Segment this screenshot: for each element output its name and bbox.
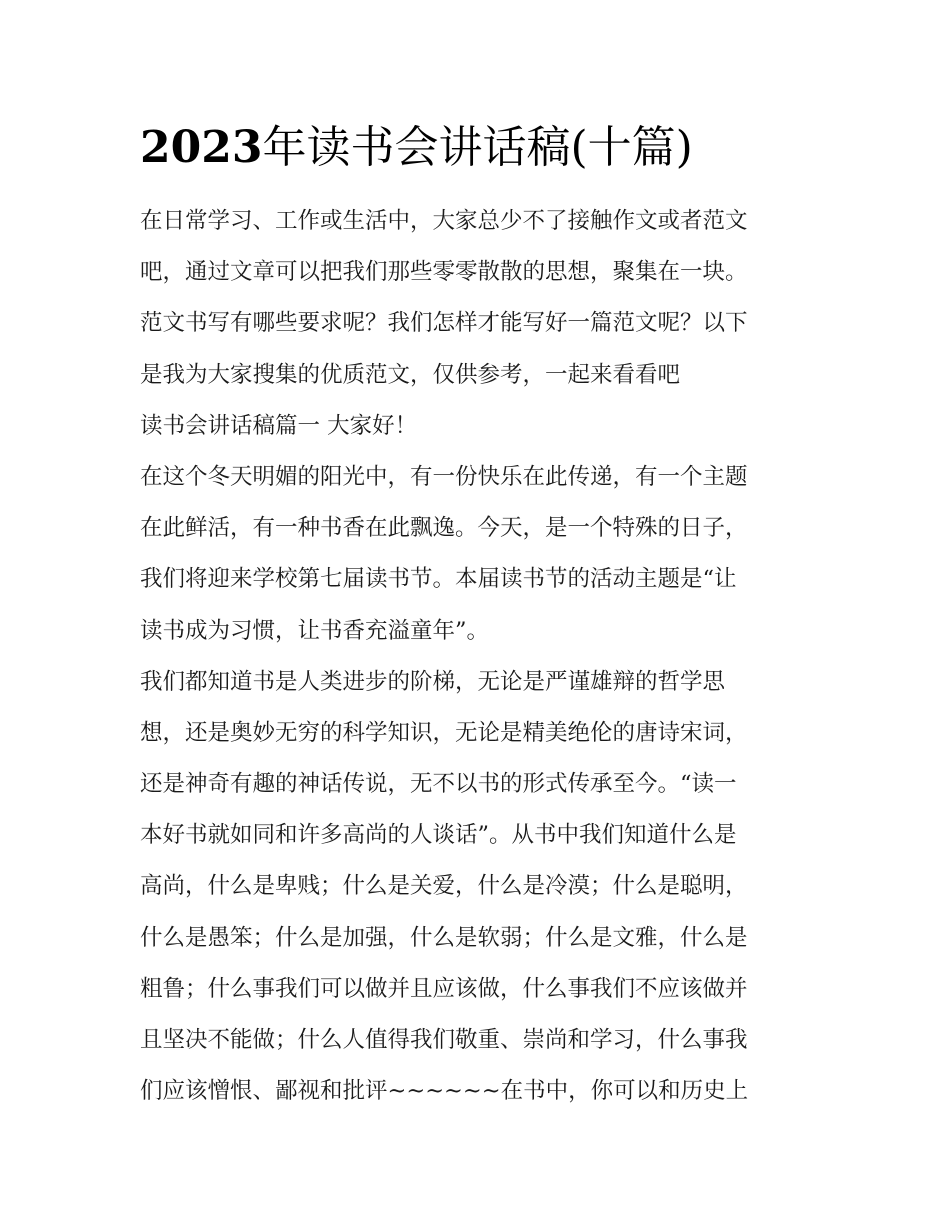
body-line: 高尚，什么是卑贱；什么是关爱，什么是冷漠；什么是聪明，: [140, 873, 748, 900]
body-line: 读书成为习惯，让书香充溢童年”。: [140, 617, 490, 644]
body-line: 还是神奇有趣的神话传说，无不以书的形式传承至今。“读一: [140, 771, 737, 798]
title-year: 2023: [140, 122, 263, 173]
section-heading-line: 读书会讲话稿篇一 大家好！: [140, 412, 418, 439]
body-line: 我们都知道书是人类进步的阶梯，无论是严谨雄辩的哲学思: [140, 668, 726, 695]
body-line: 粗鲁；什么事我们可以做并且应该做，什么事我们不应该做并: [140, 975, 748, 1002]
body-line: 们应该憎恨、鄙视和批评~~~~~~在书中，你可以和历史上: [140, 1078, 749, 1105]
body-line: 在此鲜活，有一种书香在此飘逸。今天，是一个特殊的日子，: [140, 515, 748, 542]
body-line: 在这个冬天明媚的阳光中，有一份快乐在此传递，有一个主题: [140, 463, 748, 490]
document-title: [140, 118, 693, 178]
title-text: 年读书会讲话稿(十篇): [262, 122, 693, 173]
body-line: 在日常学习、工作或生活中，大家总少不了接触作文或者范文: [140, 208, 748, 234]
body-line: 且坚决不能做；什么人值得我们敬重、崇尚和学习，什么事我: [140, 1027, 748, 1053]
body-line: 范文书写有哪些要求呢？我们怎样才能写好一篇范文呢？以下: [140, 310, 748, 337]
body-line: 想，还是奥妙无穷的科学知识，无论是精美绝伦的唐诗宋词，: [140, 719, 748, 746]
body-line: 什么是愚笨；什么是加强，什么是软弱；什么是文雅，什么是: [140, 924, 748, 951]
body-line: 吧，通过文章可以把我们那些零零散散的思想，聚集在一块。: [140, 259, 748, 286]
body-line: 本好书就如同和许多高尚的人谈话”。从书中我们知道什么是: [140, 822, 737, 849]
body-line: 是我为大家搜集的优质范文，仅供参考，一起来看看吧: [140, 361, 681, 388]
body-line: 我们将迎来学校第七届读书节。本届读书节的活动主题是“让: [140, 566, 737, 593]
document-body: [140, 196, 820, 1117]
